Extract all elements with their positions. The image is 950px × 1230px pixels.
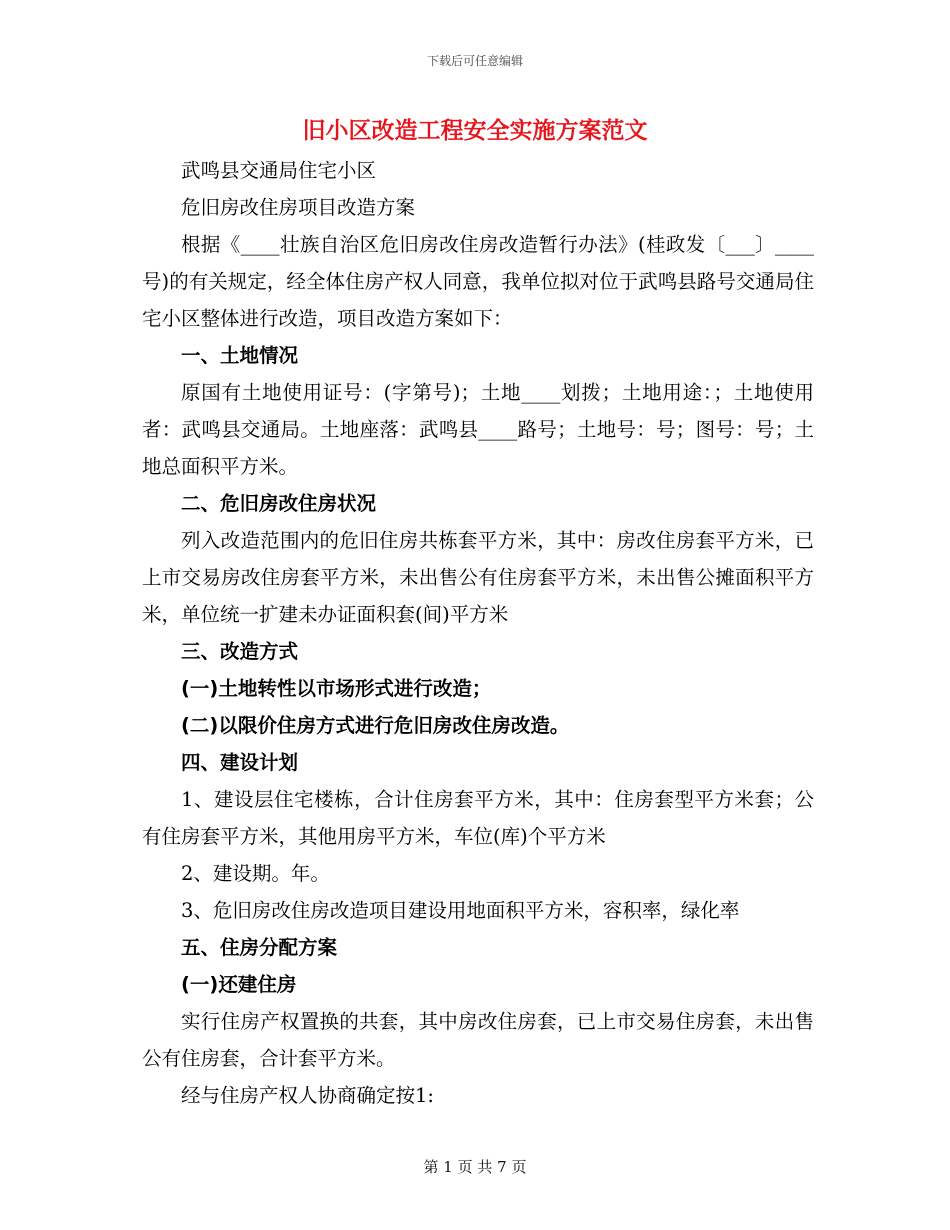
plan-item-2: 2、建设期。年。: [181, 862, 330, 885]
header-note: 下载后可任意编辑: [426, 54, 523, 68]
paragraph-housing-status: 列入改造范围内的危旧住房共栋套平方米，其中：房改住房套平方米，已上市交易房改住房套平方米，未出售公有住房套平方米，未出售公摊面积平方米，单位统一扩建未办证面积套(间)平方米: [142, 529, 814, 626]
paragraph-land: 原国有土地使用证号：(字第号)；土地____划拨；土地用途：；土地使用者：武鸣县交通局。土地座落：武鸣县____路号；土地号：号；图号：号；土地总面积平方米。: [142, 381, 814, 478]
page-footer: 第 1 页 共 7 页: [423, 1158, 527, 1176]
section-heading-method: 三、改造方式: [181, 640, 299, 663]
paragraph-negotiation: 经与住房产权人协商确定按1:: [181, 1084, 434, 1107]
subheading-rebuild-housing: (一)还建住房: [181, 973, 297, 996]
paragraph-subject: 武鸣县交通局住宅小区: [181, 159, 377, 182]
paragraph-rebuild-housing: 实行住房产权置换的共套，其中房改住房套，已上市交易住房套，未出售公有住房套，合计套平方米。: [142, 1010, 814, 1070]
document-body: [142, 152, 814, 1114]
section-heading-plan: 四、建设计划: [181, 751, 299, 774]
method-item-1: (一)土地转性以市场形式进行改造；: [181, 677, 492, 700]
plan-item-1: 1、建设层住宅楼栋，合计住房套平方米，其中：住房套型平方米套；公有住房套平方米，其他用房平方米，车位(库)个平方米: [142, 788, 814, 848]
section-heading-land: 一、土地情况: [181, 344, 299, 367]
paragraph-basis: 根据《____壮族自治区危旧房改住房改造暂行办法》(桂政发〔___〕____号)的有关规定，经全体住房产权人同意，我单位拟对位于武鸣县路号交通局住宅小区整体进行改造，项目改造方案如下：: [142, 233, 814, 330]
document-title: 旧小区改造工程安全实施方案范文: [302, 118, 648, 144]
method-item-2: (二)以限价住房方式进行危旧房改住房改造。: [181, 714, 570, 737]
section-heading-allocation: 五、住房分配方案: [181, 936, 338, 959]
paragraph-plan-name: 危旧房改住房项目改造方案: [181, 196, 416, 219]
section-heading-housing-status: 二、危旧房改住房状况: [181, 492, 377, 515]
plan-item-3: 3、危旧房改住房改造项目建设用地面积平方米，容积率，绿化率: [181, 899, 740, 922]
